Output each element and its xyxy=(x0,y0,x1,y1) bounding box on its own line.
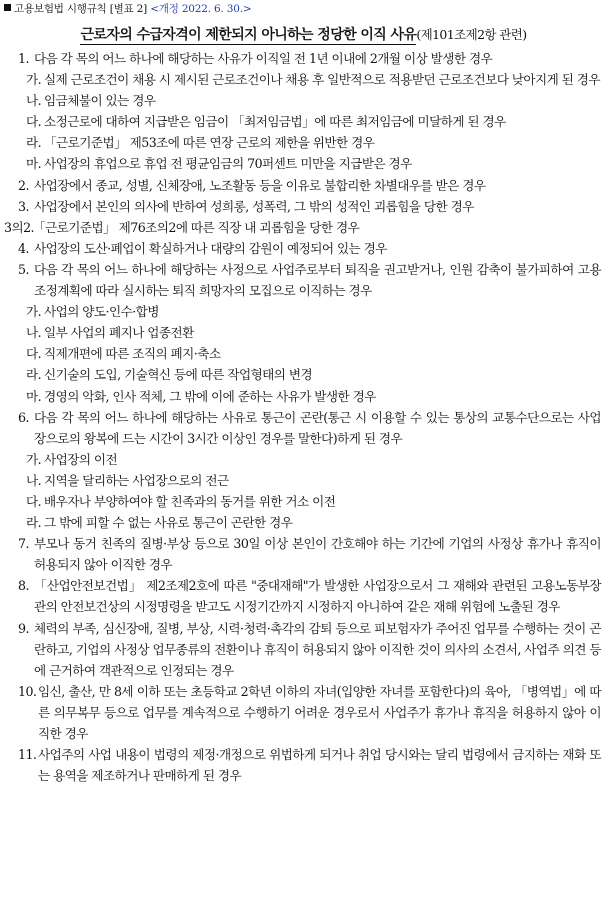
item-text: 「근로기준법」 제76조의2에 따른 직장 내 괴롭힘을 당한 경우 xyxy=(33,219,360,235)
item-text: 「근로기준법」 제53조에 따른 연장 근로의 제한을 위반한 경우 xyxy=(44,135,375,151)
item-number: 7. xyxy=(18,536,29,552)
list-item xyxy=(0,175,607,196)
item-number: 마. xyxy=(26,388,42,404)
list-item xyxy=(0,69,607,90)
item-text: 부모나 동거 친족의 질병·부상 등으로 30일 이상 본인이 간호해야 하는 기간에 기업의 사정상 휴가나 휴직이 허용되지 않아 이직한 경우 xyxy=(34,536,601,573)
item-text: 사업장의 이전 xyxy=(44,451,118,467)
list-item xyxy=(0,407,607,449)
item-text: 사업장의 휴업으로 휴업 전 평균임금의 70퍼센트 미만을 지급받은 경우 xyxy=(44,156,412,172)
item-text: 「산업안전보건법」 제2조제2호에 따른 "중대재해"가 발생한 사업장으로서 그 재해와 관련된 고용노동부장관의 안전보건상의 시정명령을 받고도 시정기간까지 시정하지 아니하여 같은 재해 위험에 노출된 경우 xyxy=(34,578,601,615)
list-item xyxy=(0,238,607,259)
document-header xyxy=(4,1,251,16)
item-number: 라. xyxy=(26,135,42,151)
list-item xyxy=(0,217,607,238)
list-item xyxy=(0,153,607,174)
list-item xyxy=(0,364,607,385)
list-item xyxy=(0,512,607,533)
title-reference: (제101조제2항 관련) xyxy=(416,27,527,42)
item-number: 다. xyxy=(26,114,42,130)
list-item xyxy=(0,132,607,153)
list-item xyxy=(0,322,607,343)
item-number: 11. xyxy=(18,747,37,763)
item-text: 임신, 출산, 만 8세 이하 또는 초등학교 2학년 이하의 자녀(입양한 자녀를 포함한다)의 육아, 「병역법」에 따른 의무복무 등으로 업무를 계속적으로 수행하기 어려운 경우로서 사업주가 휴가나 휴직을 허용하지 않아 이직한 경우 xyxy=(38,683,601,741)
item-text: 배우자나 부양하여야 할 친족과의 동거를 위한 거소 이전 xyxy=(44,493,336,509)
revision-date: <개정 2022. 6. 30.> xyxy=(150,3,252,15)
item-text: 경영의 악화, 인사 적체, 그 밖에 이에 준하는 사유가 발생한 경우 xyxy=(44,388,376,404)
list-item xyxy=(0,48,607,69)
item-number: 나. xyxy=(26,472,42,488)
item-text: 사업장에서 종교, 성별, 신체장애, 노조활동 등을 이유로 불합리한 차별대우를 받은 경우 xyxy=(34,177,486,193)
item-text: 사업의 양도·인수·합병 xyxy=(44,304,159,320)
item-text: 다음 각 목의 어느 하나에 해당하는 사유가 이직일 전 1년 이내에 2개월 이상 발생한 경우 xyxy=(34,51,493,66)
list-item xyxy=(0,449,607,470)
reason-list xyxy=(0,48,607,786)
list-item xyxy=(0,111,607,132)
item-text: 다음 각 목의 어느 하나에 해당하는 사정으로 사업주로부터 퇴직을 권고받거나, 인원 감축이 불가피하여 고용조정계획에 따라 실시하는 퇴직 희망자의 모집으로 이직하는 경우 xyxy=(34,261,601,299)
item-number: 8. xyxy=(18,578,29,594)
item-text: 임금체불이 있는 경우 xyxy=(44,93,156,109)
list-item xyxy=(0,575,607,617)
item-text: 소정근로에 대하여 지급받은 임금이 「최저임금법」에 따른 최저임금에 미달하게 된 경우 xyxy=(44,114,506,130)
item-number: 9. xyxy=(18,620,29,636)
list-item xyxy=(0,386,607,407)
page-title xyxy=(0,24,607,44)
square-bullet-icon xyxy=(4,4,11,11)
item-text: 일부 사업의 폐지나 업종전환 xyxy=(44,325,194,341)
item-number: 4. xyxy=(18,240,29,256)
item-text: 그 밖에 피할 수 없는 사유로 통근이 곤란한 경우 xyxy=(44,515,293,531)
item-number: 다. xyxy=(26,493,42,509)
list-item xyxy=(0,533,607,575)
item-text: 사업장의 도산·폐업이 확실하거나 대량의 감원이 예정되어 있는 경우 xyxy=(34,240,387,256)
item-number: 나. xyxy=(26,325,42,341)
item-number: 가. xyxy=(26,451,42,467)
item-number: 10. xyxy=(18,683,37,699)
item-number: 2. xyxy=(18,177,29,193)
list-item xyxy=(0,491,607,512)
list-item xyxy=(0,744,607,786)
item-number: 나. xyxy=(26,93,42,109)
item-text: 체력의 부족, 심신장애, 질병, 부상, 시력·청력·촉각의 감퇴 등으로 피보험자가 주어진 업무를 수행하는 것이 곤란하고, 기업의 사정상 업무종류의 전환이나 휴직이 허용되지 않아 이직한 것이 의사의 소견서, 사업주 의견 등에 근거하여 객관적으로 인정되는 경우 xyxy=(34,620,601,678)
list-item xyxy=(0,618,607,681)
item-text: 다음 각 목의 어느 하나에 해당하는 사유로 통근이 곤란(통근 시 이용할 수 있는 통상의 교통수단으로는 사업장으로의 왕복에 드는 시간이 3시간 이상인 경우를 말한다)하게 된 경우 xyxy=(34,409,601,446)
item-number: 마. xyxy=(26,156,42,172)
title-main: 근로자의 수급자격이 제한되지 아니하는 정당한 이직 사유 xyxy=(80,27,417,43)
item-text: 실제 근로조건이 채용 시 제시된 근로조건이나 채용 후 일반적으로 적용받던 근로조건보다 낮아지게 된 경우 xyxy=(44,72,600,88)
list-item xyxy=(0,259,607,301)
list-item xyxy=(0,90,607,111)
item-number: 가. xyxy=(26,72,42,88)
list-item xyxy=(0,681,607,744)
item-number: 3의2. xyxy=(4,219,34,235)
item-text: 신기술의 도입, 기술혁신 등에 따른 작업형태의 변경 xyxy=(44,367,313,383)
list-item xyxy=(0,470,607,491)
item-text: 지역을 달리하는 사업장으로의 전근 xyxy=(44,472,229,488)
list-item xyxy=(0,196,607,217)
item-number: 라. xyxy=(26,367,42,383)
item-number: 다. xyxy=(26,346,42,362)
header-source: 고용보험법 시행규칙 [별표 2] xyxy=(14,3,151,15)
item-number: 3. xyxy=(18,198,29,214)
item-text: 사업장에서 본인의 의사에 반하여 성희롱, 성폭력, 그 밖의 성적인 괴롭힘을 당한 경우 xyxy=(34,198,474,214)
list-item xyxy=(0,343,607,364)
list-item xyxy=(0,301,607,322)
item-text: 사업주의 사업 내용이 법령의 제정·개정으로 위법하게 되거나 취업 당시와는 달리 법령에서 금지하는 재화 또는 용역을 제조하거나 판매하게 된 경우 xyxy=(38,747,601,784)
item-number: 1. xyxy=(18,51,29,66)
item-number: 가. xyxy=(26,304,42,320)
item-number: 5. xyxy=(18,261,29,277)
item-number: 6. xyxy=(18,409,29,425)
item-number: 라. xyxy=(26,515,42,531)
item-text: 직제개편에 따른 조직의 폐지·축소 xyxy=(44,346,221,362)
